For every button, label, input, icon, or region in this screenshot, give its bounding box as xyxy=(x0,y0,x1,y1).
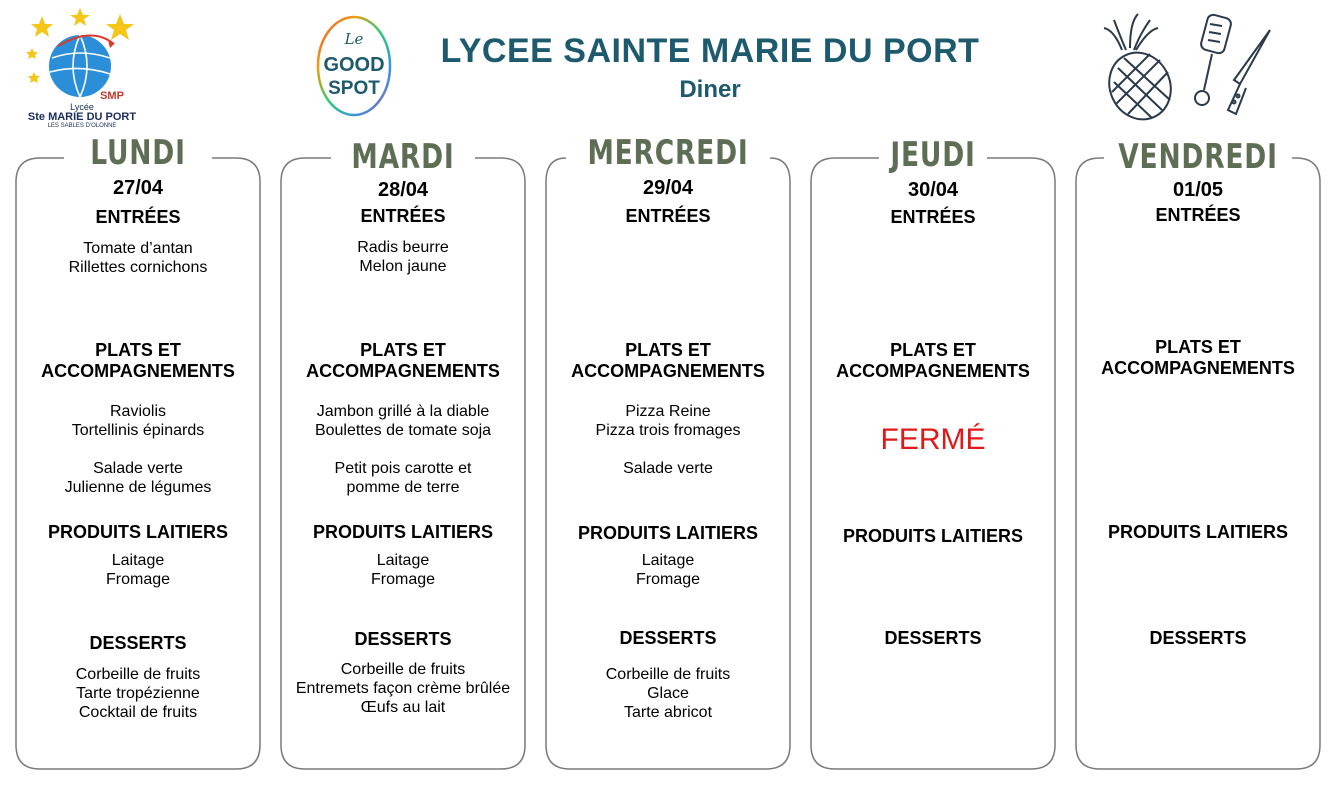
page-subtitle: Diner xyxy=(679,76,741,103)
good-spot-spot: SPOT xyxy=(328,78,380,99)
pineapple-utensils-icon xyxy=(1100,10,1290,122)
menu-item: Glace xyxy=(647,685,689,702)
day-date: 01/05 xyxy=(1172,179,1224,201)
menu-item: Corbeille de fruits xyxy=(75,666,201,683)
menu-item xyxy=(14,440,262,459)
entrees-heading: ENTRÉES xyxy=(625,206,711,226)
menu-item: Œufs au lait xyxy=(360,699,446,716)
produits-list xyxy=(544,551,792,589)
menu-item: Salade verte xyxy=(623,460,713,477)
menu-item: Tomate d’antan xyxy=(83,240,193,257)
produits-heading: PRODUITS LAITIERS xyxy=(312,522,493,542)
plats-heading: PLATS ET ACCOMPAGNEMENTS xyxy=(1101,337,1295,378)
menu-item: Corbeille de fruits xyxy=(605,666,731,683)
school-line2: Ste MARIE DU PORT xyxy=(27,111,137,123)
desserts-heading: DESSERTS xyxy=(884,628,982,648)
menu-item: Radis beurre xyxy=(357,239,449,256)
menu-item: Fromage xyxy=(635,571,701,588)
closed-label: FERMÉ xyxy=(880,423,986,456)
star-icon xyxy=(70,8,90,26)
menu-item: Tarte abricot xyxy=(623,704,713,721)
day-column-vendredi xyxy=(1074,137,1322,771)
menu-item: Laitage xyxy=(641,552,695,569)
menu-item: Laitage xyxy=(111,552,165,569)
menu-item: Jambon grillé à la diable xyxy=(316,403,490,420)
desserts-list xyxy=(279,660,527,717)
plats-heading: PLATS ET ACCOMPAGNEMENTS xyxy=(306,340,500,381)
plats-list xyxy=(544,402,792,478)
menu-item: Boulettes de tomate soja xyxy=(314,422,492,439)
produits-list xyxy=(14,551,262,589)
day-column-jeudi xyxy=(809,135,1057,771)
menu-item xyxy=(544,440,792,459)
menu-item: Raviolis xyxy=(109,403,166,420)
day-name: MERCREDI xyxy=(587,133,749,173)
plats-heading: PLATS ET ACCOMPAGNEMENTS xyxy=(571,340,765,381)
day-column-mercredi xyxy=(544,133,792,771)
menu-item xyxy=(279,440,527,459)
menu-item: Rillettes cornichons xyxy=(68,259,208,276)
menu-item: Fromage xyxy=(105,571,171,588)
menu-item: Julienne de légumes xyxy=(64,479,212,496)
day-name: VENDREDI xyxy=(1118,137,1278,177)
day-name: MARDI xyxy=(351,137,455,177)
produits-heading: PRODUITS LAITIERS xyxy=(47,522,228,542)
day-date: 29/04 xyxy=(642,177,694,199)
desserts-heading: DESSERTS xyxy=(619,628,717,648)
good-spot-good: GOOD xyxy=(323,54,385,76)
menu-item: Laitage xyxy=(376,552,430,569)
desserts-list xyxy=(14,665,262,722)
day-column-mardi xyxy=(279,137,527,771)
produits-heading: PRODUITS LAITIERS xyxy=(842,526,1023,546)
school-badge: SMP xyxy=(100,90,124,102)
plats-list xyxy=(279,402,527,497)
produits-list xyxy=(279,551,527,589)
menu-item: Pizza trois fromages xyxy=(595,422,741,439)
entrees-heading: ENTRÉES xyxy=(360,206,446,226)
plats-list xyxy=(14,402,262,497)
menu-item: Pizza Reine xyxy=(625,403,711,420)
menu-item: Entremets façon crème brûlée xyxy=(295,680,511,697)
menu-item: Salade verte xyxy=(93,460,183,477)
school-line3: LES SABLES D'OLONNE xyxy=(47,123,117,129)
entrees-list xyxy=(279,238,527,276)
menu-item: pomme de terre xyxy=(346,479,460,496)
menu-item: Tortellinis épinards xyxy=(71,422,205,439)
desserts-heading: DESSERTS xyxy=(89,633,187,653)
desserts-heading: DESSERTS xyxy=(354,629,452,649)
menu-item: Corbeille de fruits xyxy=(340,661,466,678)
plats-heading: PLATS ET ACCOMPAGNEMENTS xyxy=(836,340,1030,381)
page-title: LYCEE SAINTE MARIE DU PORT xyxy=(440,32,980,70)
menu-item: Melon jaune xyxy=(359,258,447,275)
menu-item: Petit pois carotte et xyxy=(334,460,472,477)
entrees-heading: ENTRÉES xyxy=(1155,205,1241,225)
good-spot-le: Le xyxy=(344,30,364,48)
plats-heading: PLATS ET ACCOMPAGNEMENTS xyxy=(41,340,235,381)
menu-item: Fromage xyxy=(370,571,436,588)
entrees-heading: ENTRÉES xyxy=(890,207,976,227)
desserts-heading: DESSERTS xyxy=(1149,628,1247,648)
school-line1: Lycée xyxy=(70,102,94,112)
desserts-list xyxy=(544,665,792,722)
menu-item: Tarte tropézienne xyxy=(76,685,200,702)
day-date: 30/04 xyxy=(907,179,959,201)
day-column-lundi xyxy=(14,133,262,771)
day-name: JEUDI xyxy=(890,135,976,175)
entrees-heading: ENTRÉES xyxy=(95,207,181,227)
entrees-list xyxy=(14,239,262,277)
day-date: 27/04 xyxy=(112,177,164,199)
produits-heading: PRODUITS LAITIERS xyxy=(1107,522,1288,542)
produits-heading: PRODUITS LAITIERS xyxy=(577,523,758,543)
day-date: 28/04 xyxy=(377,179,429,201)
menu-item: Cocktail de fruits xyxy=(78,704,198,721)
day-name: LUNDI xyxy=(90,133,186,173)
